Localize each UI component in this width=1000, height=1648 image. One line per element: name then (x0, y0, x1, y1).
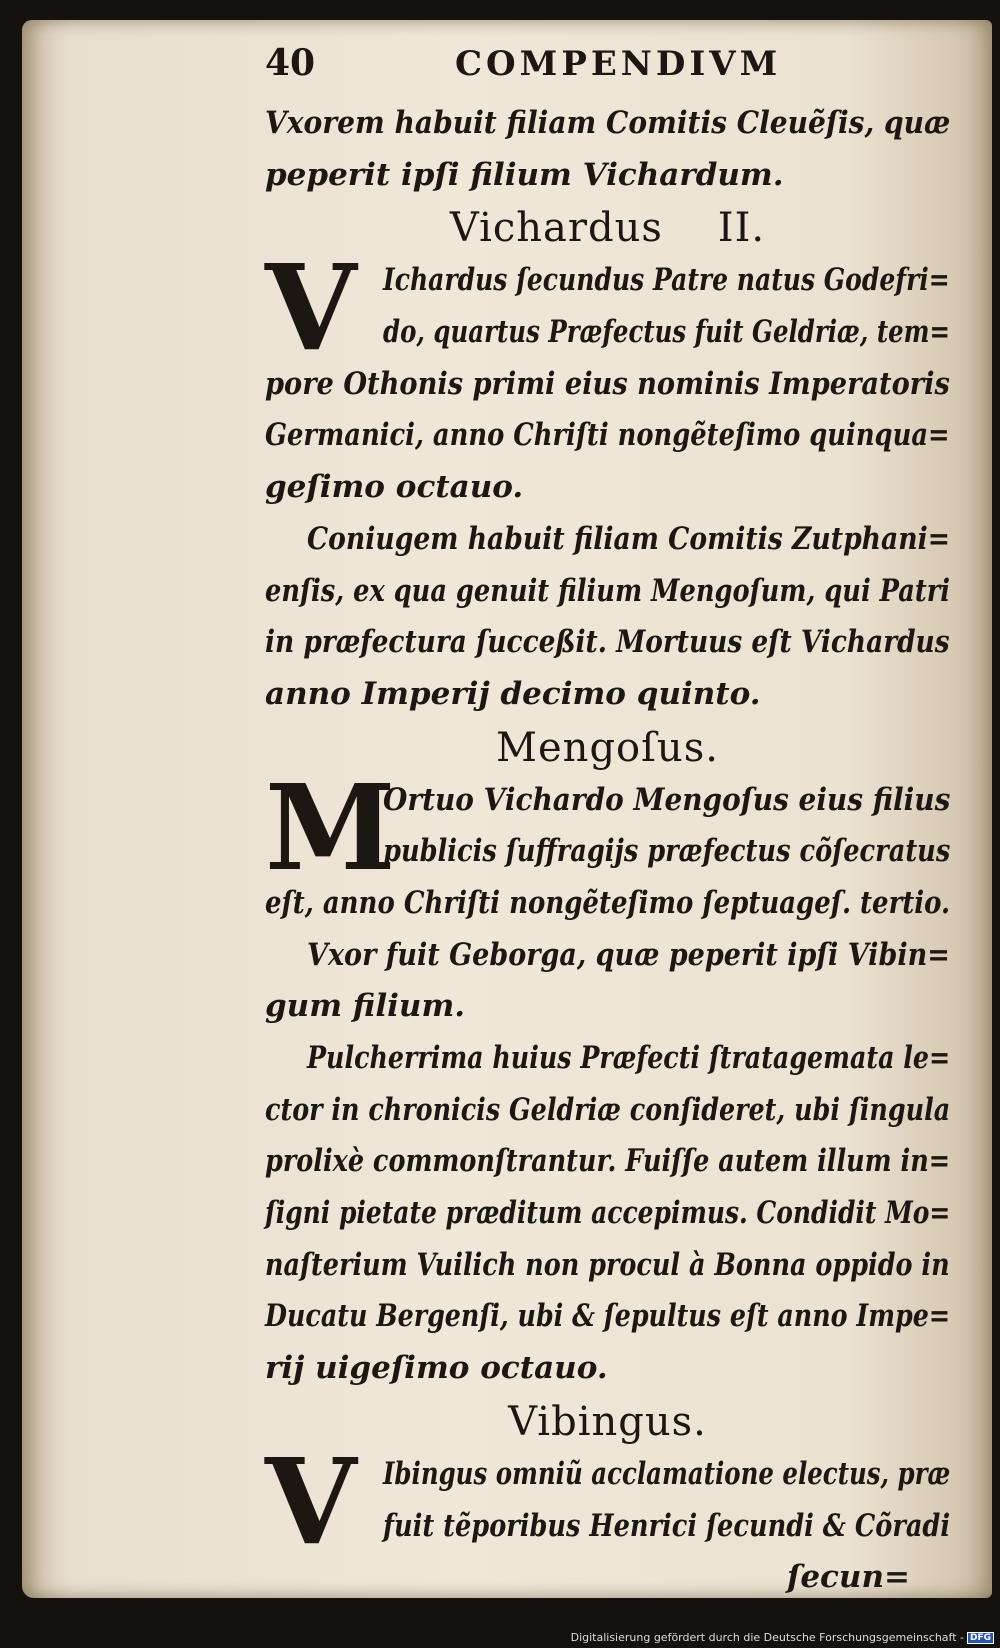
drop-initial: V (265, 238, 357, 378)
text-line: geſimo octauo. (265, 469, 524, 506)
text-line: Vxor fuit Geborga, quæ peperit ipſi Vibin= (307, 936, 950, 973)
text-line: Ichardus ſecundus Patre natus Godefri= (383, 262, 950, 299)
text-line: Coniugem habuit filiam Comitis Zutphani= (307, 520, 951, 557)
section-paragraph (265, 1431, 951, 1604)
text-line: ſigni pietate præditum accepimus. Condidit Mo= (265, 1195, 951, 1232)
text-line: prolixè commonſtrantur. Fuiſſe autem illum in= (265, 1143, 951, 1180)
text-line: fuit tẽporibus Henrici ſecundi & Cõradi (383, 1507, 951, 1544)
text-line: publicis ſuffragijs præfectus cõſecratus (383, 833, 951, 870)
section-paragraph (265, 238, 951, 513)
text-line: naſterium Vuilich non procul à Bonna oppido in (265, 1246, 950, 1283)
text-line: anno Imperij decimo quinto. (265, 675, 761, 712)
text-line: pore Othonis primi eius nominis Imperatoris (265, 365, 950, 402)
drop-initial: M (265, 757, 396, 897)
text-line: Ibingus omniũ acclamatione electus, præ (383, 1455, 951, 1492)
text-line: rij uigeſimo octauo. (265, 1350, 608, 1387)
text-line: ctor in chronicis Geldriæ conſideret, ubi ſingula (265, 1091, 951, 1128)
section-paragraph (265, 1033, 950, 1395)
text-line: peperit ipſi filium Vichardum. (265, 156, 784, 193)
text-line: Germanici, anno Chriſti nongẽteſimo quinqua= (265, 417, 950, 454)
section-paragraph (265, 514, 950, 721)
section-heading: Vichardus II. (449, 205, 766, 252)
text-line: eſt, anno Chriſti nongẽteſimo ſeptuageſ. tertio. (265, 884, 951, 921)
text-line: Pulcherrima huius Præfecti ſtratagemata le= (307, 1040, 951, 1076)
text-line: Ducatu Bergenſi, ubi & ſepultus eſt anno Impe= (265, 1298, 951, 1335)
text-line: do, quartus Præfectus fuit Geldriæ, tem= (383, 314, 951, 351)
page-text-block (265, 36, 950, 1604)
section-heading: Mengoſus. (496, 724, 719, 771)
text-line: Ortuo Vichardo Mengoſus eius filius (383, 781, 951, 818)
drop-initial: V (265, 1431, 357, 1571)
running-head (265, 36, 950, 98)
text-line: Vxorem habuit filiam Comitis Cleuẽſis, quæ (265, 105, 951, 141)
text-line: enſis, ex qua genuit filium Mengoſum, qui Patri (265, 572, 951, 609)
text-line: gum filium. (265, 988, 466, 1025)
section-heading: Vibingus. (508, 1398, 707, 1445)
section-paragraph (265, 757, 951, 930)
page-number: 40 (265, 42, 316, 84)
catchword: ſecun= (787, 1559, 910, 1596)
digitization-credit (571, 1631, 994, 1644)
text-line: in præfectura ſucceßit. Mortuus eſt Vichardus (265, 624, 950, 661)
dfg-logo: DFG (967, 1632, 994, 1644)
section-paragraph (265, 930, 950, 1033)
credit-text: Digitalisierung gefördert durch die Deutsche Forschungsgemeinschaft - (570, 1631, 964, 1644)
running-title: COMPENDIVM (455, 44, 782, 84)
